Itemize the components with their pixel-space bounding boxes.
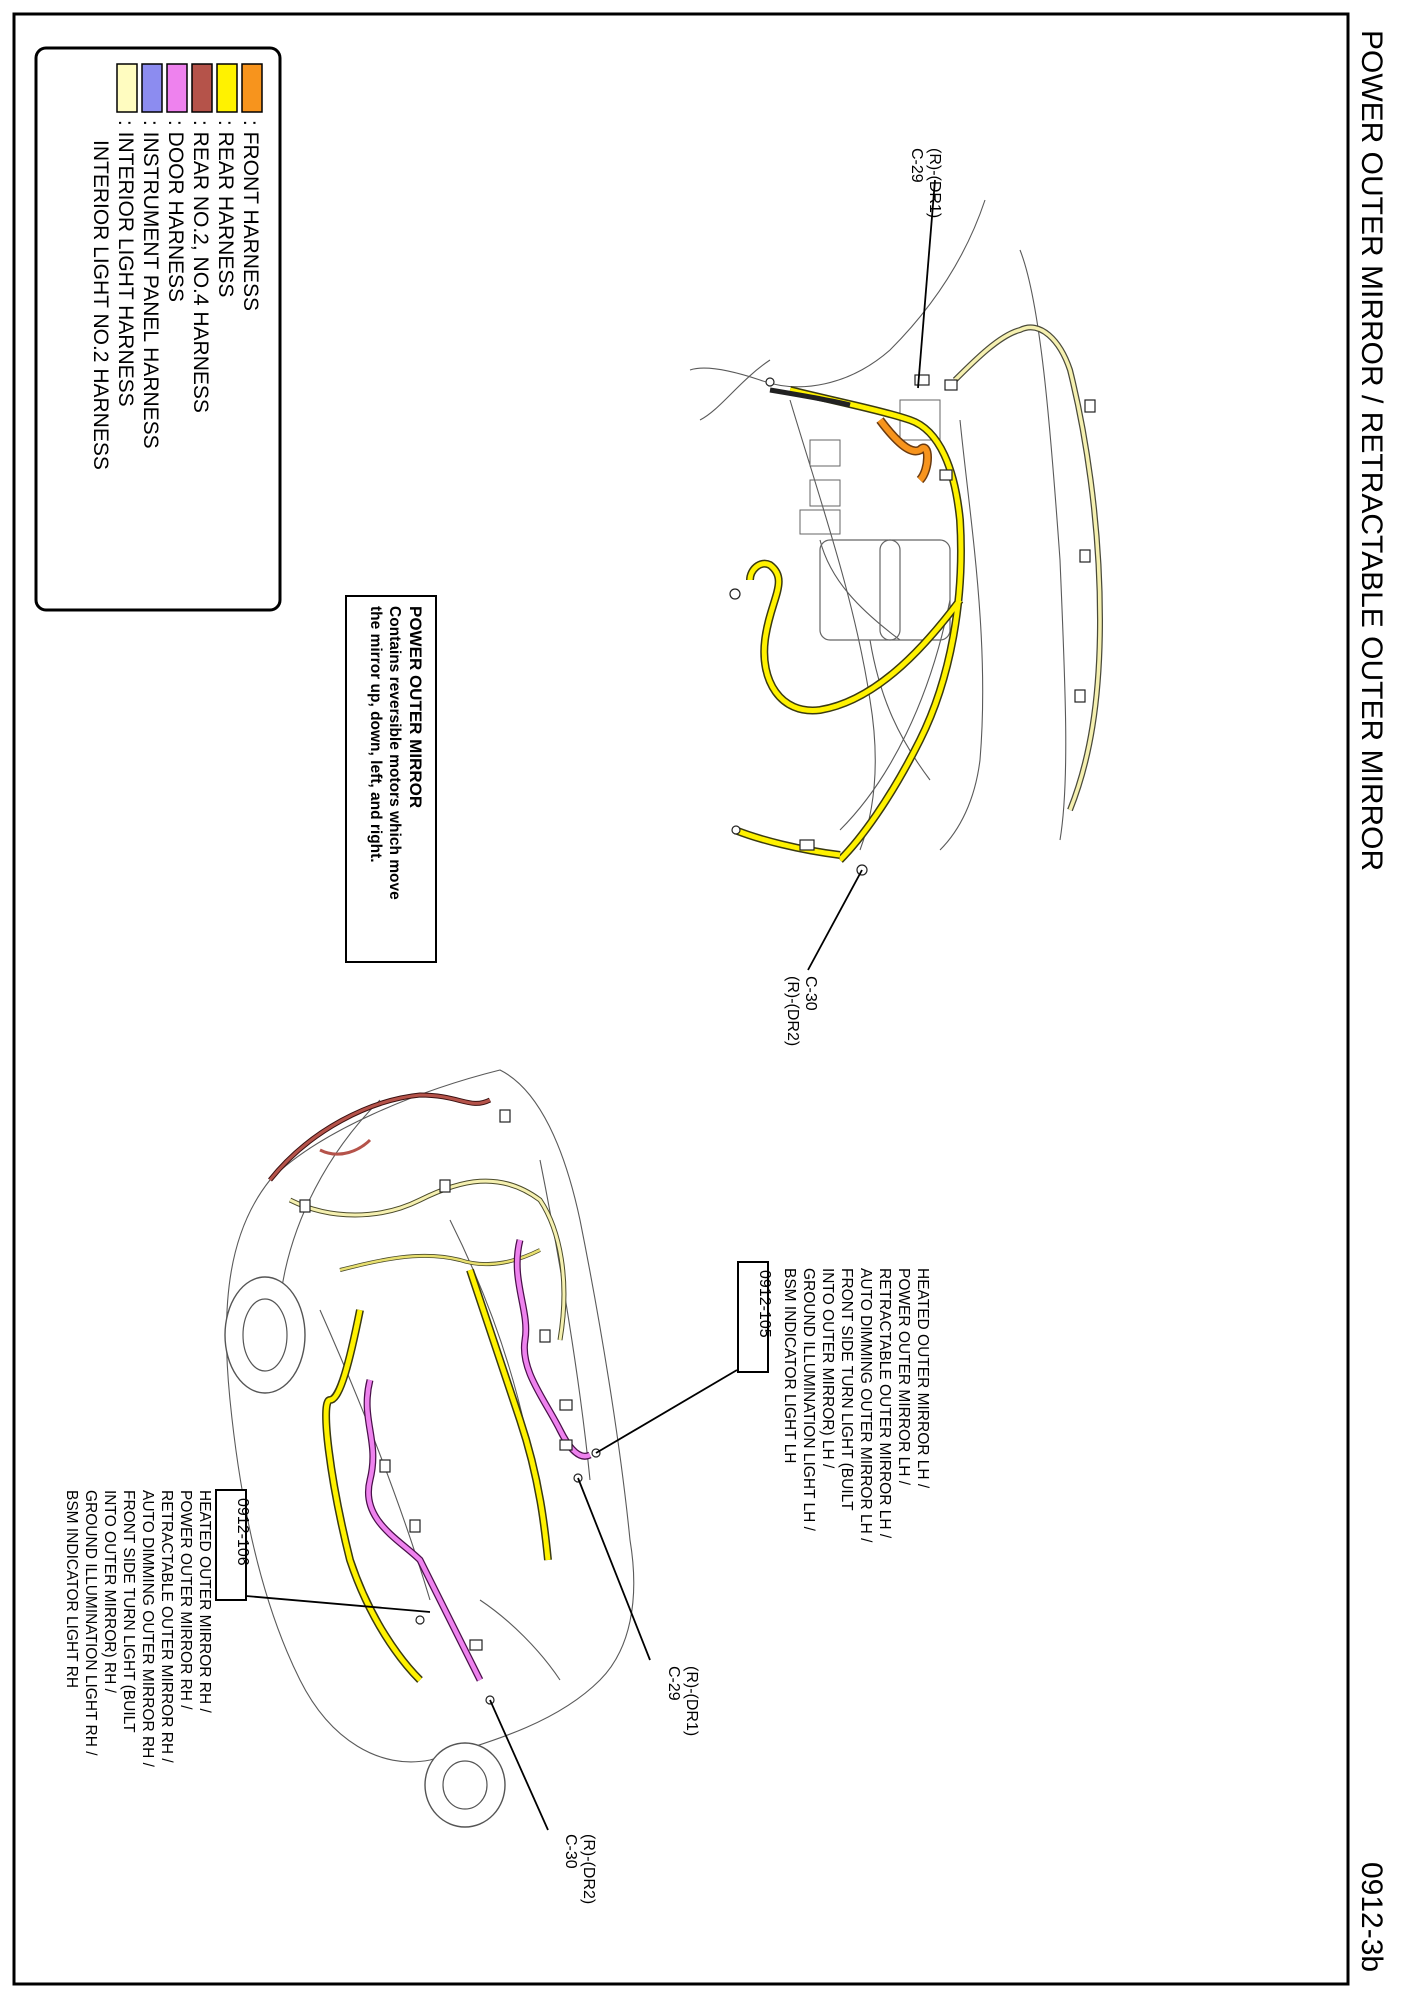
bottom-c29-location: (R)-(DR1) [683, 1666, 700, 1737]
callout-rh-line-5: INTO OUTER MIRROR) RH / [101, 1490, 118, 1693]
callout-rh-leader [246, 1596, 430, 1612]
callout-lh [738, 1262, 931, 1543]
top-c30-leader [808, 870, 862, 970]
legend-swatch-4 [142, 64, 162, 112]
callout-rh-line-4: FRONT SIDE TURN LIGHT (BUILT [120, 1490, 137, 1733]
legend-swatch-5 [117, 64, 137, 112]
legend-swatch-0 [242, 64, 262, 112]
top-c29-id: C-29 [908, 148, 925, 183]
bottom-c29-id: C-29 [665, 1666, 682, 1701]
top-c30-id: (R)-(DR2) [784, 976, 801, 1047]
page-number: 0912-3b [1355, 1862, 1388, 1973]
callout-lh-line-2: RETRACTABLE OUTER MIRROR LH / [876, 1268, 893, 1539]
callout-rh-line-7: BSM INDICATOR LIGHT RH [63, 1490, 80, 1689]
callout-lh-leader [596, 1370, 737, 1453]
callout-lh-line-6: GROUND ILLUMINATION LIGHT LH / [800, 1268, 817, 1531]
harness-legend [36, 48, 280, 610]
page-title: POWER OUTER MIRROR / RETRACTABLE OUTER MIRROR [1355, 30, 1388, 872]
callout-rh [63, 1490, 251, 1768]
note-title: POWER OUTER MIRROR [406, 606, 425, 809]
power-outer-mirror-note [346, 596, 436, 962]
callout-lh-line-0: HEATED OUTER MIRROR LH / [914, 1268, 931, 1489]
callout-rh-line-3: AUTO DIMMING OUTER MIRROR RH / [139, 1490, 156, 1767]
vehicle-overall-illustration [225, 1070, 634, 1827]
callout-lh-line-7: BSM INDICATOR LIGHT LH [781, 1268, 798, 1464]
callout-lh-ref: 0912-105 [756, 1270, 773, 1338]
legend-label-5: : INTERIOR LIGHT HARNESS [114, 120, 137, 407]
bottom-c29-leader [578, 1478, 650, 1660]
legend-label-1: : REAR HARNESS [214, 120, 237, 298]
legend-label-0: : FRONT HARNESS [239, 120, 262, 311]
legend-label-6: INTERIOR LIGHT NO.2 HARNESS [89, 140, 112, 470]
callout-rh-line-2: RETRACTABLE OUTER MIRROR RH / [158, 1490, 175, 1763]
legend-label-2: : REAR NO.2, NO.4 HARNESS [189, 120, 212, 413]
note-line-1: Contains reversible motors which move [386, 606, 403, 900]
callout-lh-line-5: INTO OUTER MIRROR) LH / [819, 1268, 836, 1469]
legend-label-3: : DOOR HARNESS [164, 120, 187, 303]
callout-lh-line-3: AUTO DIMMING OUTER MIRROR LH / [857, 1268, 874, 1543]
callout-rh-line-0: HEATED OUTER MIRROR RH / [196, 1490, 213, 1713]
legend-label-4: : INSTRUMENT PANEL HARNESS [139, 120, 162, 449]
top-c30-location: C-30 [802, 976, 819, 1011]
callout-rh-ref: 0912-106 [234, 1498, 251, 1566]
note-line-2: the mirror up, down, left, and right. [367, 606, 384, 863]
bottom-c30-location: (R)-(DR2) [580, 1834, 597, 1905]
legend-swatch-3 [167, 64, 187, 112]
legend-swatch-2 [192, 64, 212, 112]
top-c29-location: (R)-(DR1) [926, 148, 943, 219]
callout-rh-line-6: GROUND ILLUMINATION LIGHT RH / [82, 1490, 99, 1756]
callout-lh-line-1: POWER OUTER MIRROR LH / [895, 1268, 912, 1486]
bottom-c30-id: C-30 [562, 1834, 579, 1869]
callout-lh-line-4: FRONT SIDE TURN LIGHT (BUILT [838, 1268, 855, 1511]
legend-swatch-1 [217, 64, 237, 112]
callout-rh-line-1: POWER OUTER MIRROR RH / [177, 1490, 194, 1710]
front-area-illustration [690, 200, 1100, 875]
